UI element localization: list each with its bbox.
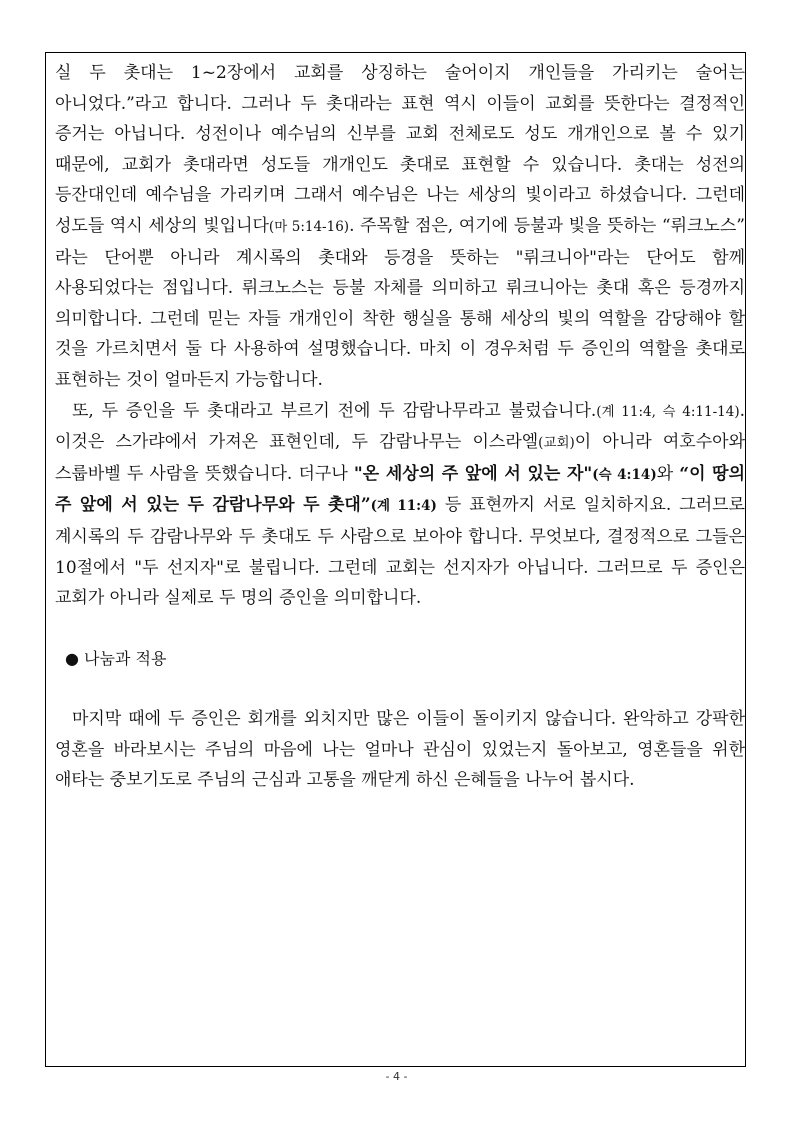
section-heading: ● 나눔과 적용 (65, 648, 167, 668)
paragraph-2 (55, 396, 745, 614)
page-number: - 4 - (385, 1070, 408, 1083)
paragraph-2-text-b: . 이것은 스가랴에서 가져온 표현인데, 두 감람나무는 이스라엘 (55, 400, 745, 453)
paragraph-2-text-e: 등 표현까지 서로 일치하지요. 그러므로 계시록의 두 감람나무와 두 촛대도 두 사람으로 보아야 합니다. 무엇보다, 결정적으로 그들은 10절에서 "두 선지자"로 불립니다. 그런데 교회는 선지자가 아닙니다. 그러므로 두 증인은 교회가 아니라 실제로 두 명의 증인을 의미합니다. (55, 495, 745, 609)
scripture-reference-bold: (슥 4:14) (592, 466, 657, 483)
page-content (55, 58, 745, 796)
paragraph-1-text-a: 실 두 촛대는 1~2장에서 교회를 상징하는 술어이지 개인들을 가리키는 술어는 아니었다.”라고 합니다. 그러나 두 촛대라는 표현 역시 이들이 교회를 뜻한다는 결정적인 증거는 아닙니다. 성전이나 예수님의 신부를 교회 전체로도 성도 개개인으로 볼 수 있기 때문에, 교회가 촛대라면 성도들 개개인도 촛대로 표현할 수 있습니다. 촛대는 성전의 등잔대인데 예수님을 가리키며 그래서 예수님은 나는 세상의 빛이라고 하셨습니다. 그런데 성도들 역시 세상의 빛입니다 (55, 63, 745, 236)
parenthetical-note: (교회) (538, 435, 575, 452)
scripture-reference: (계 11:4, 슥 4:11-14) (596, 403, 740, 420)
scripture-reference: (마 5:14-16) (268, 218, 350, 235)
paragraph-3: 마지막 때에 두 증인은 회개를 외치지만 많은 이들이 돌이키지 않습니다. 완악하고 강팍한 영혼을 바라보시는 주님의 마음에 나는 얼마나 관심이 있었는지 돌아보고, 영혼들을 위한 애타는 중보기도로 주님의 근심과 고통을 깨닫게 하신 은혜들을 나누어 봅시다. (55, 709, 745, 791)
paragraph-1 (55, 58, 745, 396)
paragraph-1-text-b: . 주목할 점은, 여기에 등불과 빛을 뜻하는 “뤼크노스” 라는 단어뿐 아니라 계시록의 촛대와 등경을 뜻하는 "뤼크니아"라는 단어도 함께 사용되었다는 점입니다. 뤼크노스는 등불 자체를 의미하고 뤼크니아는 촛대 혹은 등경까지 의미합니다. 그런데 믿는 자들 개개인이 착한 행실을 통해 세상의 빛의 역할을 감당해야 할 것을 가르치면서 둘 다 사용하여 설명했습니다. 마치 이 경우처럼 두 증인의 역할을 촛대로 표현하는 것이 얼마든지 가능합니다. (55, 215, 745, 390)
bold-quote-2: “이 땅의 주 앞에 서 있는 두 감람나무와 두 촛대” (55, 463, 746, 516)
paragraph-2-text-a: 또, 두 증인을 두 촛대라고 부르기 전에 두 감람나무라고 불렀습니다. (72, 400, 597, 421)
scripture-reference-bold: (계 11:4) (370, 498, 437, 515)
paragraph-2-text-d: 와 (656, 463, 680, 484)
paragraph-2-text-c: 이 아니라 여호수아와 스룹바벨 두 사람을 뜻했습니다. 더구나 (55, 432, 745, 484)
bold-quote-1: "온 세상의 주 앞에 서 있는 자" (353, 463, 593, 484)
